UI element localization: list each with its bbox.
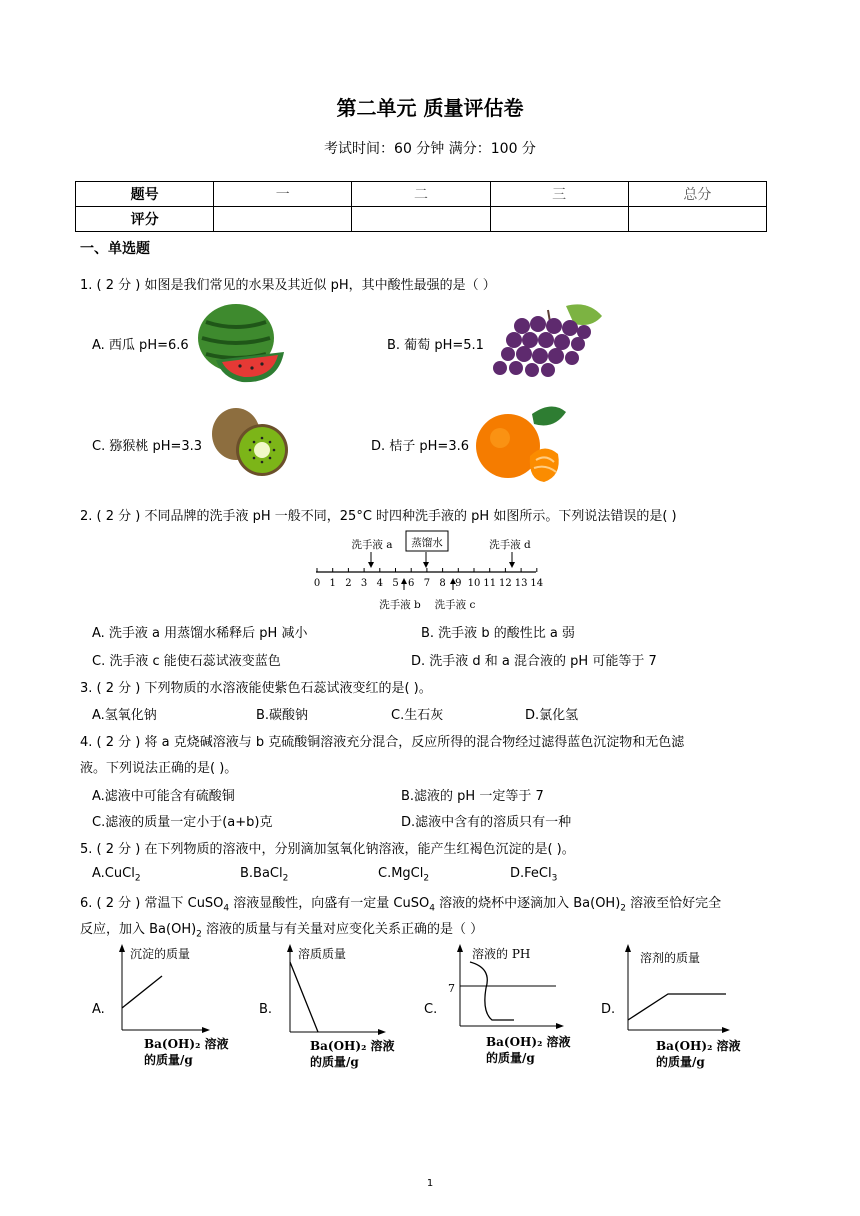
graph-b-xlabel-2: 的质量/g bbox=[310, 1055, 359, 1069]
score-table-cell: 二 bbox=[352, 182, 490, 207]
score-table-header-row bbox=[76, 182, 767, 207]
score-input-cell[interactable] bbox=[490, 207, 628, 232]
ph-tick-label: 5 bbox=[392, 578, 399, 589]
ph-tick-label: 14 bbox=[530, 578, 544, 589]
score-input-cell[interactable] bbox=[628, 207, 766, 232]
score-table-cell: 三 bbox=[490, 182, 628, 207]
q5-option-b: B.BaCl$_2$ bbox=[240, 866, 289, 884]
ph-tick-label: 11 bbox=[483, 578, 497, 589]
graph-a-xlabel-2: 的质量/g bbox=[144, 1053, 193, 1067]
q4-option-c: C.滤液的质量一定小于(a+b)克 bbox=[92, 815, 273, 830]
page-title: 第二单元 质量评估卷 bbox=[336, 96, 524, 120]
q2-option-a: A. 洗手液 a 用蒸馏水稀释后 pH 减小 bbox=[92, 626, 308, 641]
question-6-stem-line1: 6. ( 2 分 ) 常温下 CuSO$_4$ 溶液显酸性，向盛有一定量 CuSO$_4$ 溶液的烧杯中逐滴加入 $Ba(OH)_2$ 溶液至恰好完全 bbox=[80, 896, 722, 914]
ph-tick-label: 2 bbox=[345, 578, 352, 589]
graph-d-xlabel-2: 的质量/g bbox=[656, 1055, 705, 1069]
ph-tick-label: 4 bbox=[376, 578, 383, 589]
question-4-stem-line1: 4. ( 2 分 ) 将 a 克烧碱溶液与 b 克硫酸铜溶液充分混合，反应所得的混合物经过滤得蓝色沉淀物和无色滤 bbox=[80, 735, 685, 750]
score-input-cell[interactable] bbox=[352, 207, 490, 232]
q1-option-b: B. 葡萄 pH=5.1 bbox=[387, 338, 484, 353]
score-table-score-row bbox=[76, 207, 767, 232]
score-table bbox=[75, 181, 767, 232]
graph-c-xlabel-1: Ba(OH)₂ 溶液 bbox=[486, 1035, 571, 1049]
q6-option-c-label: C. bbox=[424, 1002, 438, 1017]
q2-option-b: B. 洗手液 b 的酸性比 a 弱 bbox=[421, 626, 575, 641]
ph-tick-label: 6 bbox=[408, 578, 415, 589]
score-table-cell: 总分 bbox=[628, 182, 766, 207]
ph-label-d: 洗手液 d bbox=[489, 539, 531, 551]
graph-a-ylabel: 沉淀的质量 bbox=[130, 947, 191, 961]
q3-option-c: C.生石灰 bbox=[391, 708, 444, 723]
q6-graph-d bbox=[614, 940, 744, 1072]
q3-option-a: A.氢氧化钠 bbox=[92, 708, 157, 723]
exam-info: 考试时间：60 分钟 满分：100 分 bbox=[324, 141, 536, 157]
q5-option-c: C.MgCl$_2$ bbox=[378, 866, 430, 884]
q6-option-d-label: D. bbox=[601, 1002, 616, 1017]
graph-b-xlabel-1: Ba(OH)₂ 溶液 bbox=[310, 1039, 395, 1053]
watermelon-image bbox=[192, 302, 292, 384]
grapes-image bbox=[488, 302, 608, 384]
ph-tick-label: 0 bbox=[313, 578, 321, 589]
graph-a-xlabel-1: Ba(OH)₂ 溶液 bbox=[144, 1037, 229, 1051]
q4-option-d: D.滤液中含有的溶质只有一种 bbox=[401, 815, 572, 830]
q1-option-c: C. 猕猴桃 pH=3.3 bbox=[92, 439, 203, 454]
ph-tick-label: 7 bbox=[423, 578, 431, 589]
section-title: 一、单选题 bbox=[80, 241, 150, 257]
q6-graph-c bbox=[444, 940, 574, 1072]
q5-option-d: D.FeCl$_3$ bbox=[510, 866, 558, 884]
ph-tick-label: 3 bbox=[360, 578, 368, 589]
question-5-stem: 5. ( 2 分 ) 在下列物质的溶液中，分别滴加氢氧化钠溶液，能产生红褐色沉淀的是( )。 bbox=[80, 842, 575, 857]
q4-option-a: A.滤液中可能含有硫酸铜 bbox=[92, 789, 235, 804]
score-table-cell: 题号 bbox=[76, 182, 214, 207]
graph-d-ylabel: 溶剂的质量 bbox=[640, 951, 701, 965]
ph-label-a: 洗手液 a bbox=[351, 539, 393, 551]
score-table-cell: 一 bbox=[214, 182, 352, 207]
question-2-stem: 2. ( 2 分 ) 不同品牌的洗手液 pH 一般不同，25°C 时四种洗手液的 pH 如图所示。下列说法错误的是( ) bbox=[80, 509, 677, 524]
q6-graph-a bbox=[106, 940, 229, 1072]
kiwi-image bbox=[208, 404, 292, 480]
question-3-stem: 3. ( 2 分 ) 下列物质的水溶液能使紫色石蕊试液变红的是( )。 bbox=[80, 681, 432, 696]
graph-d-xlabel-1: Ba(OH)₂ 溶液 bbox=[656, 1039, 741, 1053]
question-4-stem-line2: 液。下列说法正确的是( )。 bbox=[80, 761, 238, 776]
ph-tick-label: 12 bbox=[499, 578, 512, 589]
q6-option-b-label: B. bbox=[259, 1002, 273, 1017]
score-input-cell[interactable] bbox=[214, 207, 352, 232]
graph-c-curve bbox=[470, 962, 514, 1020]
graph-c-ylabel: 溶液的 PH bbox=[472, 947, 531, 961]
graph-c-ytick-7: 7 bbox=[448, 982, 455, 995]
q5-option-a: A.CuCl$_2$ bbox=[92, 866, 141, 884]
q2-option-c: C. 洗手液 c 能使石蕊试液变蓝色 bbox=[92, 654, 281, 669]
q6-option-a-label: A. bbox=[92, 1002, 105, 1017]
graph-b-curve bbox=[290, 962, 318, 1032]
graph-b-ylabel: 溶质质量 bbox=[298, 947, 347, 961]
ph-label-water: 蒸馏水 bbox=[411, 537, 443, 549]
ph-tick-label: 9 bbox=[455, 578, 462, 589]
orange-image bbox=[470, 402, 570, 486]
q3-option-b: B.碳酸钠 bbox=[256, 708, 309, 723]
ph-tick-label: 8 bbox=[439, 578, 446, 589]
ph-label-c: 洗手液 c bbox=[434, 599, 476, 611]
ph-label-b: 洗手液 b bbox=[379, 599, 421, 611]
page-number: 1 bbox=[426, 1178, 434, 1189]
question-1-stem: 1. ( 2 分 ) 如图是我们常见的水果及其近似 pH，其中酸性最强的是（ ） bbox=[80, 278, 496, 293]
graph-a-curve bbox=[122, 976, 162, 1008]
q1-option-d: D. 桔子 pH=3.6 bbox=[371, 439, 470, 454]
ph-tick-label: 1 bbox=[329, 578, 336, 589]
graph-c-xlabel-2: 的质量/g bbox=[486, 1051, 535, 1065]
q6-graph-b bbox=[276, 940, 396, 1072]
ph-scale-figure bbox=[300, 528, 560, 614]
ph-tick-label: 10 bbox=[467, 578, 481, 589]
ph-tick-label: 13 bbox=[514, 578, 528, 589]
q3-option-d: D.氯化氢 bbox=[525, 708, 579, 723]
question-6-stem-line2: 反应，加入 $Ba(OH)_2$ 溶液的质量与有关量对应变化关系正确的是（ ） bbox=[80, 922, 484, 940]
graph-d-curve bbox=[628, 994, 726, 1020]
score-table-cell: 评分 bbox=[76, 207, 214, 232]
q1-option-a: A. 西瓜 pH=6.6 bbox=[92, 338, 189, 353]
q4-option-b: B.滤液的 pH 一定等于 7 bbox=[401, 789, 544, 804]
q2-option-d: D. 洗手液 d 和 a 混合液的 pH 可能等于 7 bbox=[411, 654, 657, 669]
